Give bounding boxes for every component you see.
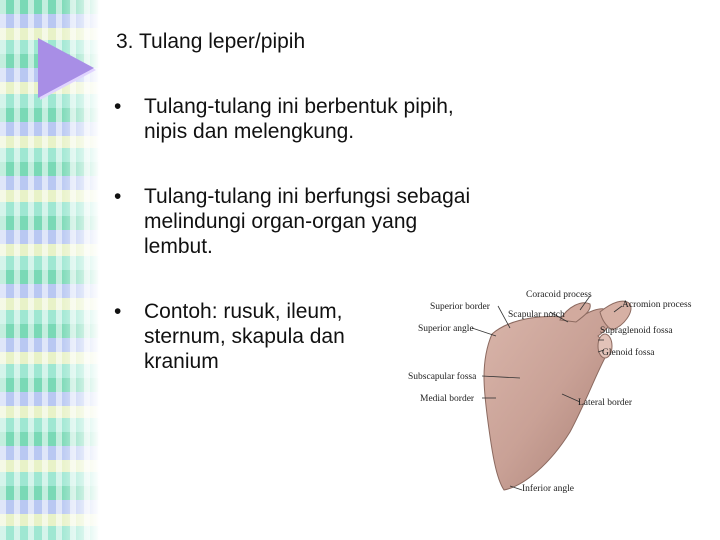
bullet-item — [112, 94, 472, 144]
label-subscapular-fossa: Subscapular fossa — [408, 372, 477, 382]
label-medial-border: Medial border — [420, 394, 475, 404]
label-superior-border: Superior border — [430, 302, 490, 312]
label-inferior-angle: Inferior angle — [522, 484, 574, 494]
label-glenoid-fossa: Glenoid fossa — [602, 348, 655, 358]
bullet-icon: • — [114, 95, 122, 118]
label-lateral-border: Lateral border — [578, 398, 633, 408]
bullet-icon: • — [114, 185, 122, 208]
slide-title: 3. Tulang leper/pipih — [116, 30, 306, 53]
triangle-icon — [38, 38, 94, 98]
label-supraglenoid-fossa: Supraglenoid fossa — [600, 326, 673, 336]
bullet-icon: • — [114, 300, 122, 323]
bullet-text: Contoh: rusuk, ileum, sternum, skapula dan kranium — [144, 300, 345, 373]
bullet-item — [112, 299, 414, 374]
label-scapular-notch: Scapular notch — [508, 310, 565, 320]
label-acromion-process: Acromion process — [622, 300, 692, 310]
bullet-text: Tulang-tulang ini berfungsi sebagai melindungi organ-organ yang lembut. — [144, 185, 471, 258]
bullet-text: Tulang-tulang ini berbentuk pipih, nipis dan melengkung. — [144, 95, 454, 143]
bullet-item — [112, 184, 472, 259]
label-superior-angle: Superior angle — [418, 324, 474, 334]
scapula-diagram — [400, 282, 712, 502]
label-coracoid-process: Coracoid process — [526, 290, 592, 300]
